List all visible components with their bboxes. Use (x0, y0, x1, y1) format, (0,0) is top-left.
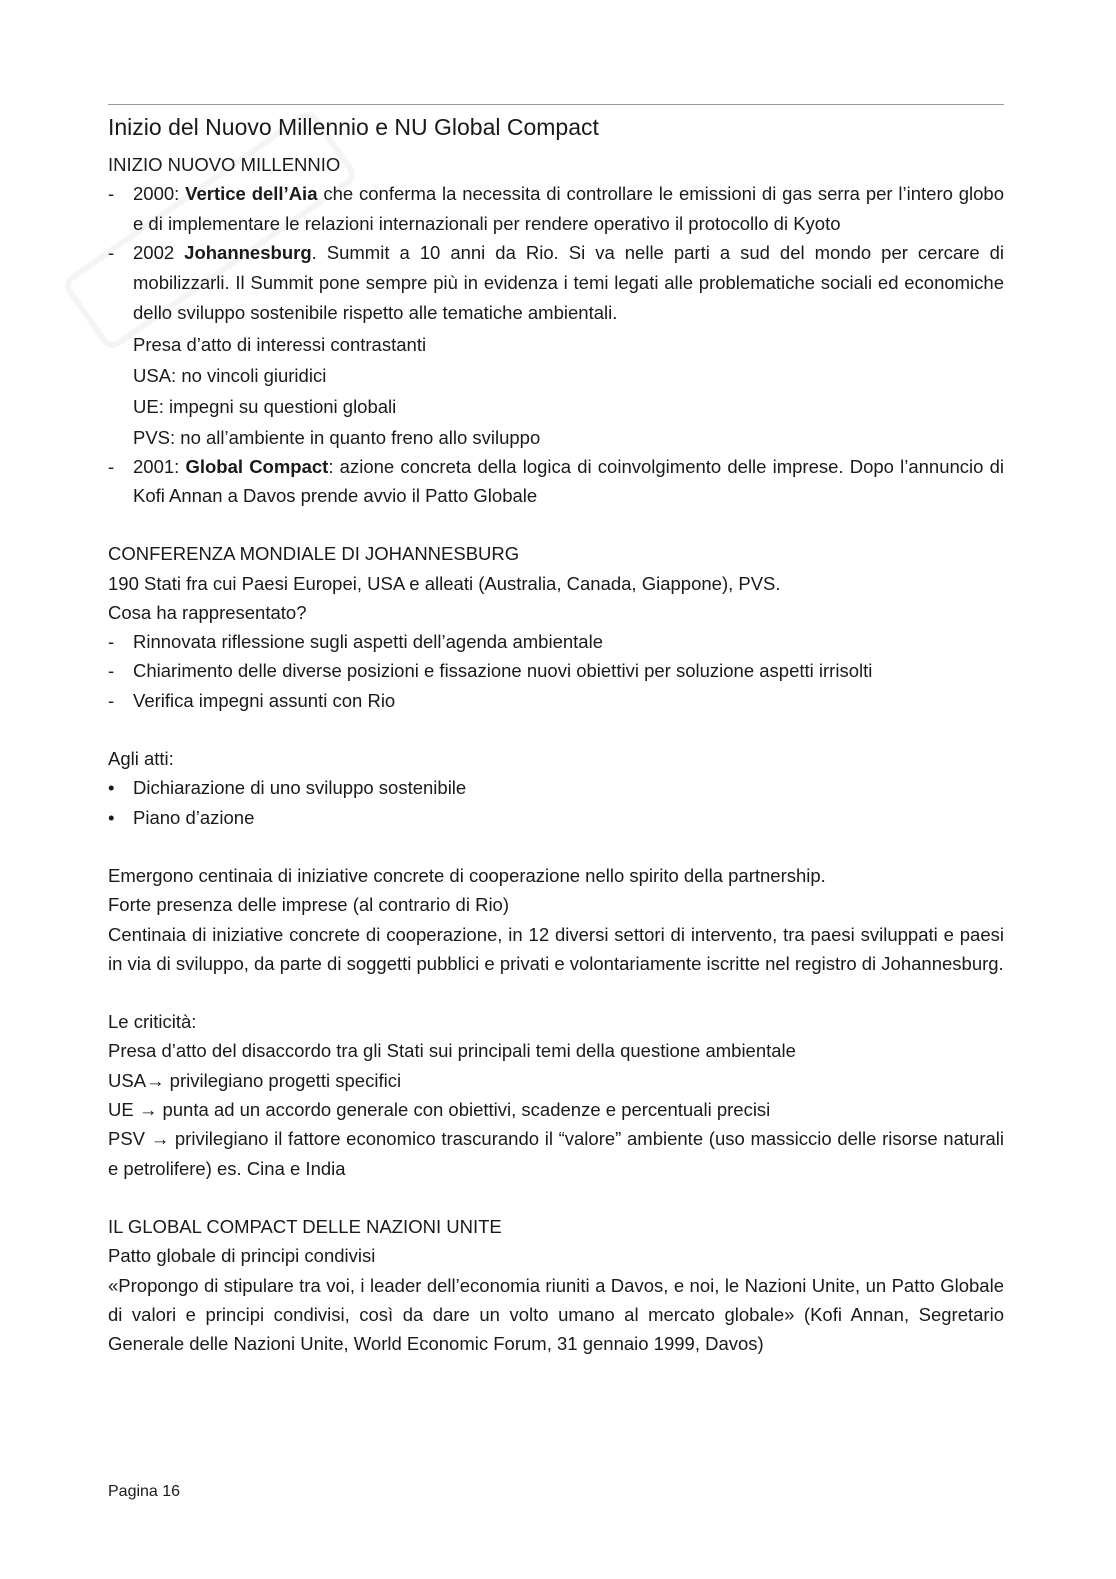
item-prefix: 2001: (133, 455, 186, 477)
spacer (108, 1183, 1004, 1212)
dash-marker: - (108, 660, 115, 682)
paragraph-line: Presa d’atto del disaccordo tra gli Stati sui principali temi della questione ambientale (108, 1040, 796, 1062)
paragraph-line: Forte presenza delle imprese (al contrario di Rio) (108, 894, 510, 916)
item-text: Piano d’azione (133, 806, 255, 828)
bullet-item (108, 773, 1004, 802)
paragraph: Centinaia di iniziative concrete di cooperazione, in 12 diversi settori di intervento, tra paesi sviluppati e paesi in via di sviluppo, da parte di soggetti pubblici e privati e volontariamente iscritte nel registro di Johannesburg. (108, 923, 1004, 974)
item-bold-term: Johannesburg (184, 241, 312, 263)
item-prefix: 2002 (133, 241, 185, 263)
indented-line: USA: no vincoli giuridici (133, 365, 327, 387)
paragraph-line: Emergono centinaia di iniziative concrete di cooperazione nello spirito della partnership. (108, 864, 826, 886)
section-heading-criticities: Le criticità: (108, 1011, 197, 1033)
list-item (108, 686, 1004, 715)
item-text: Chiarimento delle diverse posizioni e fissazione nuovi obiettivi per soluzione aspetti irrisolti (133, 660, 873, 682)
spacer (108, 978, 1004, 1007)
section-heading-new-millennium: INIZIO NUOVO MILLENNIO (108, 154, 341, 175)
psv-position-line (108, 1124, 1004, 1183)
arrow-icon: → (146, 1069, 165, 1091)
item-text: Rinnovata riflessione sugli aspetti dell’agenda ambientale (133, 631, 603, 653)
item-text: : azione concreta della logica di coinvolgimento delle imprese. Dopo l’annuncio di Kofi Annan a Davos prende avvio il Patto Globale (133, 455, 1005, 506)
item-text: che conferma la necessita di controllare le emissioni di gas serra per l’intero globo e di implementare le relazioni internazionali per rendere operativo il protocollo di Kyoto (133, 183, 1005, 234)
item-text: Dichiarazione di uno sviluppo sostenibile (133, 777, 467, 799)
paragraph-line: Agli atti: (108, 748, 174, 770)
dash-marker: - (108, 631, 115, 653)
item-bold-term: Global Compact (185, 455, 329, 477)
paragraph-line: Cosa ha rappresentato? (108, 601, 307, 623)
item-prefix: 2000: (133, 183, 186, 205)
item-text: . Summit a 10 anni da Rio. Si va nelle parti a sud del mondo per cercare di mobilizzarli. Il Summit pone sempre più in evidenza i temi legati alle problematiche sociali ed economiche dello sviluppo sostenibile rispetto alle tematiche ambientali. (133, 241, 1005, 324)
dash-marker: - (108, 241, 115, 263)
list-item (108, 627, 1004, 656)
bullet-marker: • (108, 806, 115, 828)
indented-line: PVS: no all’ambiente in quanto freno allo sviluppo (133, 426, 541, 448)
list-item-2001 (108, 452, 1004, 511)
spacer (108, 510, 1004, 539)
dash-marker: - (108, 455, 115, 477)
quote-paragraph: «Propongo di stipulare tra voi, i leader dell’economia riuniti a Davos, e noi, le Nazioni Unite, un Patto Globale di valori e principi condivisi, così da dare un volto umano al mercato globale» (Kofi Annan, Segretario Generale delle Nazioni Unite, World Economic Forum, 31 gennaio 1999, Davos) (108, 1274, 1004, 1355)
position-text: privilegiano il fattore economico trascurando il “valore” ambiente (uso massiccio delle risorse naturali e petrolifere) es. Cina e India (108, 1128, 1004, 1179)
page-title: Inizio del Nuovo Millennio e NU Global Compact (108, 114, 599, 140)
bullet-item (108, 803, 1004, 832)
list-item (108, 656, 1004, 685)
document-page (108, 0, 1004, 1579)
item-bold-term: Vertice dell’Aia (185, 183, 318, 205)
list-item-2002 (108, 238, 1004, 329)
bullet-marker: • (108, 777, 115, 799)
section-heading-johannesburg: CONFERENZA MONDIALE DI JOHANNESBURG (108, 543, 520, 565)
list-item-2000 (108, 179, 1004, 238)
dash-marker: - (108, 689, 115, 711)
indented-line: Presa d’atto di interessi contrastanti (133, 333, 427, 355)
page-number: Pagina 16 (108, 1483, 181, 1500)
country-label: PSV (108, 1128, 151, 1150)
country-label: USA (108, 1069, 147, 1091)
paragraph-line: 190 Stati fra cui Paesi Europei, USA e alleati (Australia, Canada, Giappone), PVS. (108, 572, 781, 594)
spacer (108, 715, 1004, 744)
usa-position-line (108, 1066, 1004, 1095)
ue-position-line (108, 1095, 1004, 1124)
header-rule (108, 104, 1004, 105)
arrow-icon: → (150, 1128, 170, 1150)
paragraph-line: Patto globale di principi condivisi (108, 1245, 376, 1267)
indented-line: UE: impegni su questioni globali (133, 396, 397, 418)
spacer (108, 832, 1004, 861)
position-text: punta ad un accordo generale con obiettivi, scadenze e percentuali precisi (157, 1099, 771, 1121)
position-text: privilegiano progetti specifici (164, 1069, 402, 1091)
country-label: UE (108, 1099, 139, 1121)
item-text: Verifica impegni assunti con Rio (133, 689, 396, 711)
arrow-icon: → (138, 1099, 158, 1121)
dash-marker: - (108, 183, 115, 205)
document-body (108, 150, 1004, 1358)
section-heading-global-compact: IL GLOBAL COMPACT DELLE NAZIONI UNITE (108, 1215, 502, 1237)
